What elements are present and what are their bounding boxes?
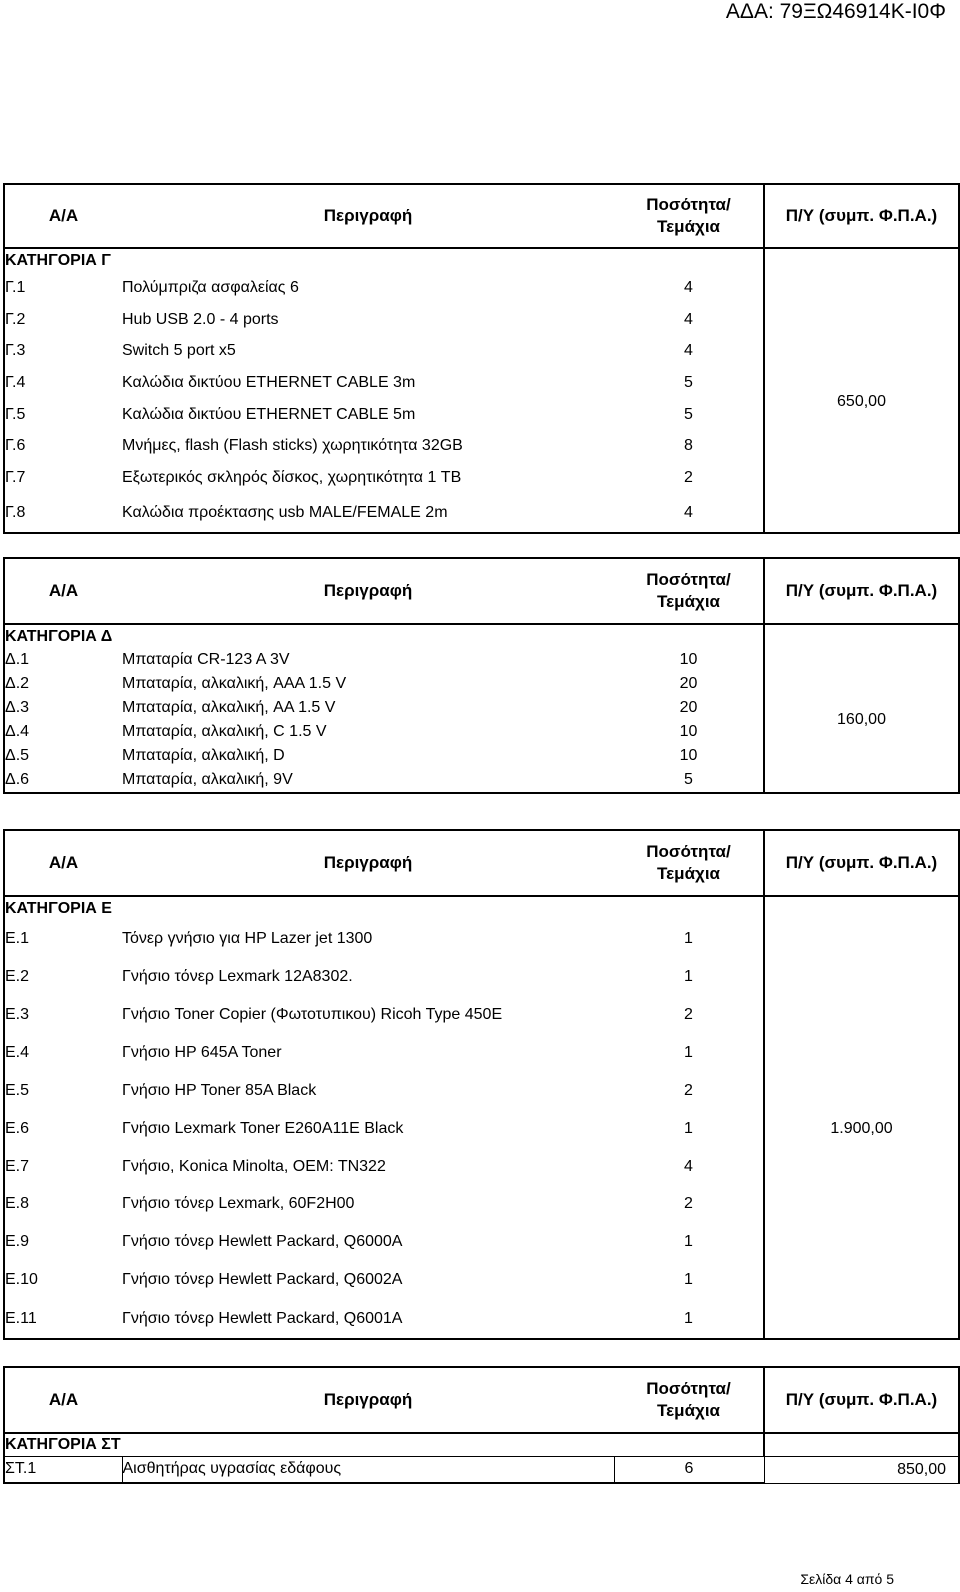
item-code: Δ.1	[4, 648, 122, 672]
category-price: 1.900,00	[764, 920, 959, 1339]
item-code: Ε.6	[4, 1110, 122, 1148]
item-code: Ε.3	[4, 996, 122, 1034]
item-description: Καλώδια προέκτασης usb MALE/FEMALE 2m	[122, 494, 614, 533]
item-quantity: 5	[684, 374, 693, 391]
item-description: Αισθητήρας υγρασίας εδάφους	[122, 1456, 614, 1483]
item-description: Μπαταρία CR-123 A 3V	[122, 651, 290, 668]
table-row	[4, 920, 959, 958]
item-quantity: 4	[614, 494, 764, 533]
item-code: Γ.7	[4, 462, 122, 494]
category-price: 650,00	[764, 272, 959, 533]
header-description: Περιγραφή	[122, 830, 614, 896]
item-description: Μπαταρία, αλκαλική, AAA 1.5 V	[122, 675, 347, 692]
item-code: Δ.2	[4, 672, 122, 696]
header-quantity: Ποσότητα/ Τεμάχια	[614, 830, 764, 896]
table-row	[4, 272, 959, 304]
item-quantity: 2	[684, 469, 693, 486]
item-description: Μνήμες, flash (Flash sticks) χωρητικότητα 32GB	[122, 437, 463, 454]
category-table-st	[3, 1366, 960, 1484]
item-description: Γνήσιο HP 645A Toner	[122, 1044, 282, 1061]
item-description: Γνήσιο τόνερ Hewlett Packard, Q6001A	[122, 1299, 614, 1339]
item-description: Καλώδια δικτύου ETHERNET CABLE 3m	[122, 374, 416, 391]
item-description: Μπαταρία, αλκαλική, 9V	[122, 768, 614, 793]
item-quantity: 20	[679, 699, 698, 716]
item-code: ΣΤ.1	[4, 1456, 122, 1483]
item-quantity: 1	[684, 1044, 693, 1061]
item-code: Γ.6	[4, 430, 122, 462]
category-table-g	[3, 183, 960, 534]
item-code: Ε.10	[4, 1261, 122, 1299]
item-description: Μπαταρία, αλκαλική, C 1.5 V	[122, 723, 327, 740]
category-label: ΚΑΤΗΓΟΡΙΑ Γ	[4, 248, 764, 272]
item-code: Δ.5	[4, 744, 122, 768]
item-quantity: 4	[684, 310, 693, 328]
item-description: Γνήσιο Toner Copier (Φωτοτυπικου) Ricoh Type 450E	[122, 1006, 503, 1023]
item-description: Γνήσιο HP Toner 85A Black	[122, 1082, 317, 1099]
item-description: Γνήσιο Lexmark Toner E260A11E Black	[122, 1120, 404, 1137]
item-code: Ε.8	[4, 1185, 122, 1223]
category-price: 850,00	[764, 1456, 959, 1483]
item-quantity: 2	[684, 1082, 693, 1099]
header-quantity: Ποσότητα/ Τεμάχια	[614, 558, 764, 624]
item-code: Δ.6	[4, 768, 122, 793]
item-code: Γ.5	[4, 399, 122, 430]
item-description: Γνήσιο τόνερ Lexmark, 60F2H00	[122, 1195, 355, 1212]
item-quantity: 2	[684, 1195, 693, 1212]
item-quantity: 10	[679, 747, 698, 764]
item-code: Γ.2	[4, 304, 122, 335]
item-quantity: 8	[684, 437, 693, 454]
item-code: Ε.5	[4, 1072, 122, 1110]
item-description: Switch 5 port x5	[122, 342, 236, 359]
item-code: Δ.4	[4, 720, 122, 744]
category-table-d	[3, 557, 960, 794]
header-price: Π/Υ (συμπ. Φ.Π.Α.)	[764, 1367, 959, 1433]
item-quantity: 4	[684, 1157, 693, 1175]
header-price: Π/Υ (συμπ. Φ.Π.Α.)	[764, 184, 959, 248]
category-label: ΚΑΤΗΓΟΡΙΑ Δ	[4, 624, 764, 648]
item-description: Γνήσιο τόνερ Hewlett Packard, Q6002A	[122, 1271, 403, 1288]
header-aa: Α/Α	[4, 184, 122, 248]
item-description: Μπαταρία, αλκαλική, AA 1.5 V	[122, 699, 336, 716]
item-quantity: 1	[614, 1299, 764, 1339]
item-quantity: 1	[684, 1233, 693, 1250]
item-description: Γνήσιο, Konica Minolta, OEM: TN322	[122, 1157, 386, 1175]
item-quantity: 4	[684, 279, 693, 296]
item-code: Ε.4	[4, 1034, 122, 1072]
item-code: Ε.11	[4, 1299, 122, 1339]
item-code: Ε.1	[4, 920, 122, 958]
header-quantity: Ποσότητα/ Τεμάχια	[614, 184, 764, 248]
page-footer: Σελίδα 4 από 5	[800, 1571, 894, 1587]
item-quantity: 1	[684, 1120, 693, 1137]
item-quantity: 20	[679, 675, 698, 692]
item-quantity: 2	[684, 1006, 693, 1023]
table-row	[4, 1456, 959, 1483]
item-quantity: 10	[679, 651, 698, 668]
item-description: Εξωτερικός σκληρός δίσκος, χωρητικότητα 1 TB	[122, 469, 462, 486]
item-quantity: 5	[684, 405, 693, 423]
table-row	[4, 648, 959, 672]
category-price: 160,00	[764, 648, 959, 793]
item-code: Γ.4	[4, 367, 122, 399]
item-code: Γ.3	[4, 335, 122, 367]
item-code: Ε.7	[4, 1148, 122, 1185]
item-code: Γ.1	[4, 272, 122, 304]
item-quantity: 10	[679, 723, 698, 740]
header-description: Περιγραφή	[122, 1367, 614, 1433]
header-aa: Α/Α	[4, 558, 122, 624]
category-label: ΚΑΤΗΓΟΡΙΑ Ε	[4, 896, 764, 920]
item-code: Δ.3	[4, 696, 122, 720]
document-id: ΑΔΑ: 79ΞΩ46914Κ-Ι0Φ	[725, 0, 946, 23]
category-label: ΚΑΤΗΓΟΡΙΑ ΣΤ	[4, 1433, 764, 1456]
item-description: Πολύμπριζα ασφαλείας 6	[122, 279, 299, 296]
item-quantity: 6	[614, 1456, 764, 1483]
header-aa: Α/Α	[4, 1367, 122, 1433]
header-aa: Α/Α	[4, 830, 122, 896]
item-quantity: 5	[614, 768, 764, 793]
item-description: Μπαταρία, αλκαλική, D	[122, 747, 285, 764]
item-description: Hub USB 2.0 - 4 ports	[122, 310, 279, 328]
item-quantity: 4	[684, 342, 693, 359]
item-description: Γνήσιο τόνερ Hewlett Packard, Q6000A	[122, 1233, 403, 1250]
item-quantity: 1	[684, 1271, 693, 1288]
header-price: Π/Υ (συμπ. Φ.Π.Α.)	[764, 830, 959, 896]
item-code: Ε.2	[4, 958, 122, 996]
item-quantity: 1	[684, 930, 693, 947]
header-price: Π/Υ (συμπ. Φ.Π.Α.)	[764, 558, 959, 624]
item-description: Καλώδια δικτύου ETHERNET CABLE 5m	[122, 405, 416, 423]
item-code: Ε.9	[4, 1223, 122, 1261]
item-description: Γνήσιο τόνερ Lexmark 12A8302.	[122, 968, 353, 985]
item-quantity: 1	[684, 968, 693, 985]
item-description: Τόνερ γνήσιο για HP Lazer jet 1300	[122, 930, 373, 947]
item-code: Γ.8	[4, 494, 122, 533]
header-description: Περιγραφή	[122, 184, 614, 248]
header-description: Περιγραφή	[122, 558, 614, 624]
header-quantity: Ποσότητα/ Τεμάχια	[614, 1367, 764, 1433]
category-table-e	[3, 829, 960, 1340]
